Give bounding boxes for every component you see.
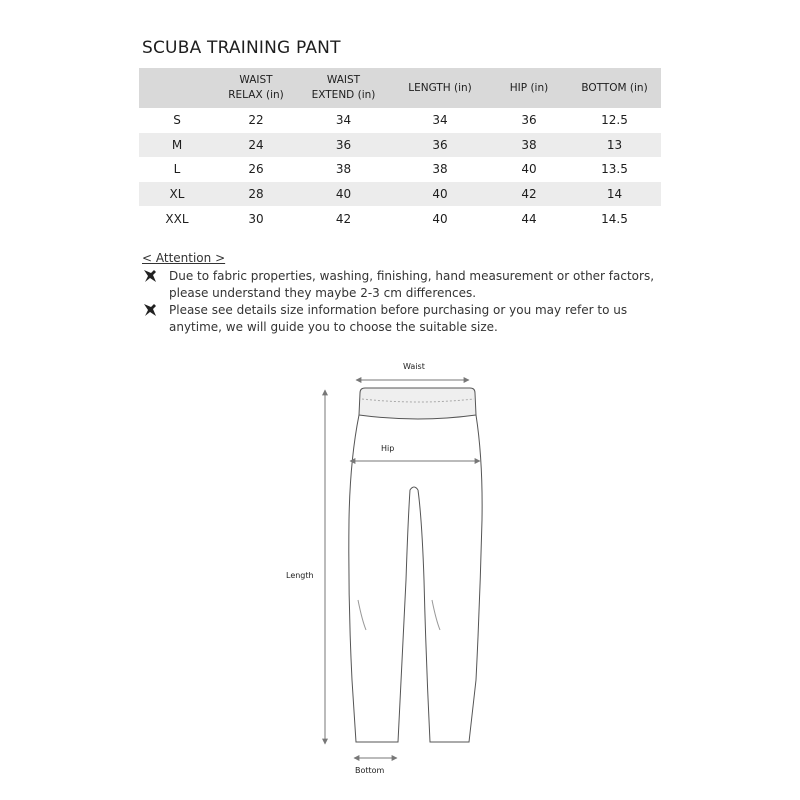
hip-label: Hip — [381, 444, 395, 453]
size-cell: L — [173, 162, 181, 177]
header-bottom: BOTTOM (in) — [568, 68, 661, 108]
hip-cell: 44 — [521, 211, 537, 226]
waist-relax-cell: 28 — [215, 182, 297, 207]
bottom-cell: 14.5 — [601, 211, 628, 226]
header-length: LENGTH (in) — [390, 68, 490, 108]
size-cell: M — [139, 133, 215, 158]
bottom-label: Bottom — [355, 766, 385, 775]
header-waist-relax: WAIST RELAX (in) — [215, 68, 297, 108]
waist-extend-cell: 40 — [297, 182, 390, 207]
attention-note: Due to fabric properties, washing, finishing, hand measurement or other factors, please understand they maybe 2-3 cm differences. — [142, 268, 662, 302]
waist-extend-cell: 36 — [297, 133, 390, 158]
header-hip: HIP (in) — [490, 68, 568, 108]
length-label: Length — [286, 571, 314, 580]
hip-cell: 42 — [490, 182, 568, 207]
left-leg — [349, 415, 418, 742]
pant-outline — [349, 388, 482, 742]
header-waist-extend: WAIST EXTEND (in) — [297, 68, 390, 108]
bottom-cell: 13.5 — [601, 162, 628, 177]
bottom-cell: 12.5 — [601, 113, 628, 128]
right-seam — [432, 600, 440, 630]
waistband — [359, 388, 476, 419]
length-cell: 40 — [390, 182, 490, 207]
waist-relax-cell: 26 — [248, 162, 264, 177]
hip-cell: 36 — [521, 113, 537, 128]
size-cell: S — [173, 113, 181, 128]
bottom-cell: 13 — [568, 133, 661, 158]
length-cell: 34 — [432, 113, 448, 128]
waist-extend-cell: 42 — [335, 211, 352, 226]
hip-cell: 40 — [521, 162, 537, 177]
hip-cell: 38 — [490, 133, 568, 158]
right-leg — [418, 415, 482, 742]
waist-relax-cell: 30 — [248, 211, 264, 226]
waist-extend-cell: 38 — [335, 162, 352, 177]
waist-extend-cell: 34 — [335, 113, 352, 128]
bottom-cell: 14 — [568, 182, 661, 207]
length-cell: 36 — [390, 133, 490, 158]
length-cell: 38 — [432, 162, 448, 177]
size-cell: XXL — [165, 211, 189, 226]
left-seam — [358, 600, 366, 630]
size-cell: XL — [139, 182, 215, 207]
page-title: SCUBA TRAINING PANT — [142, 38, 341, 58]
waist-label: Waist — [403, 362, 425, 371]
attention-note: Please see details size information before purchasing or you may refer to us anytime, we will guide you to choose the suitable size. — [142, 302, 662, 336]
length-cell: 40 — [432, 211, 448, 226]
attention-heading: < Attention > — [142, 251, 226, 265]
waist-relax-cell: 24 — [215, 133, 297, 158]
waist-relax-cell: 22 — [248, 113, 264, 128]
